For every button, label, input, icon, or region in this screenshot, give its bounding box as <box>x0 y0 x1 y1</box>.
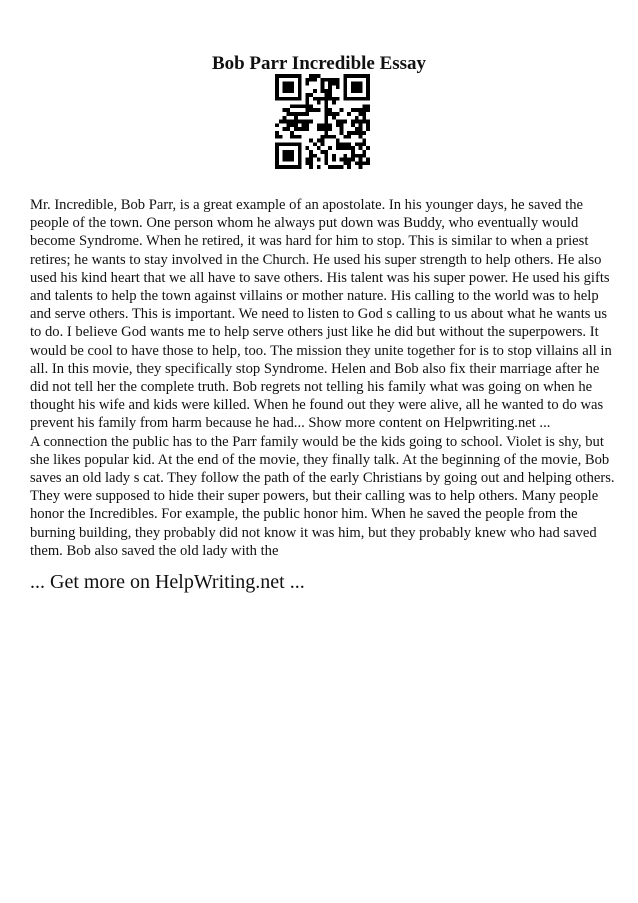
essay-paragraph-1: Mr. Incredible, Bob Parr, is a great example of an apostolate. In his younger days, he saved the people of the town. One person whom he always put down was Buddy, who eventually would become Syndrome. When he retired, it was hard for him to stop. This is similar to when a priest retires; he wants to stay involved in the Church. He used his super strength to help others. He also used his kind heart that we all have to save others. His talent was his super power. He used his gifts and talents to help the town against villains or mother nature. His calling to the world was to help and serve others. This is important. We need to listen to God s calling to us about what he wants us to do. I believe God wants me to help serve others just like he did but without the superpowers. It would be cool to have those to help, too. The mission they unite together for is to stop villains all in all. In this movie, they specifically stop Syndrome. Helen and Bob also fix their marriage after he did not tell her the complete truth. Bob regrets not telling his family what was going on when he thought his wife and kids were killed. When he found out they were alive, all he wanted to do was prevent his family from harm because he had... Show more content on Helpwriting.net ... <box>30 197 612 432</box>
qr-code-icon <box>275 74 370 169</box>
essay-paragraph-2: A connection the public has to the Parr family would be the kids going to school. Violet is shy, but she likes popular kid. At the end of the movie, they finally talk. At the beginning of the movie, Bob saves an old lady s cat. They follow the path of the early Christians by going out and helping others. They were supposed to hide their super powers, but their calling was to help others. Many people honor the Incredibles. For example, the public honor him. When he saved the people from the burning building, they probably did not know it was him, but they probably knew who had saved them. Bob also saved the old lady with the <box>30 433 615 559</box>
essay-body <box>30 196 620 560</box>
document-title: Bob Parr Incredible Essay <box>211 52 427 74</box>
get-more-link[interactable]: ... Get more on HelpWriting.net ... <box>30 571 305 593</box>
